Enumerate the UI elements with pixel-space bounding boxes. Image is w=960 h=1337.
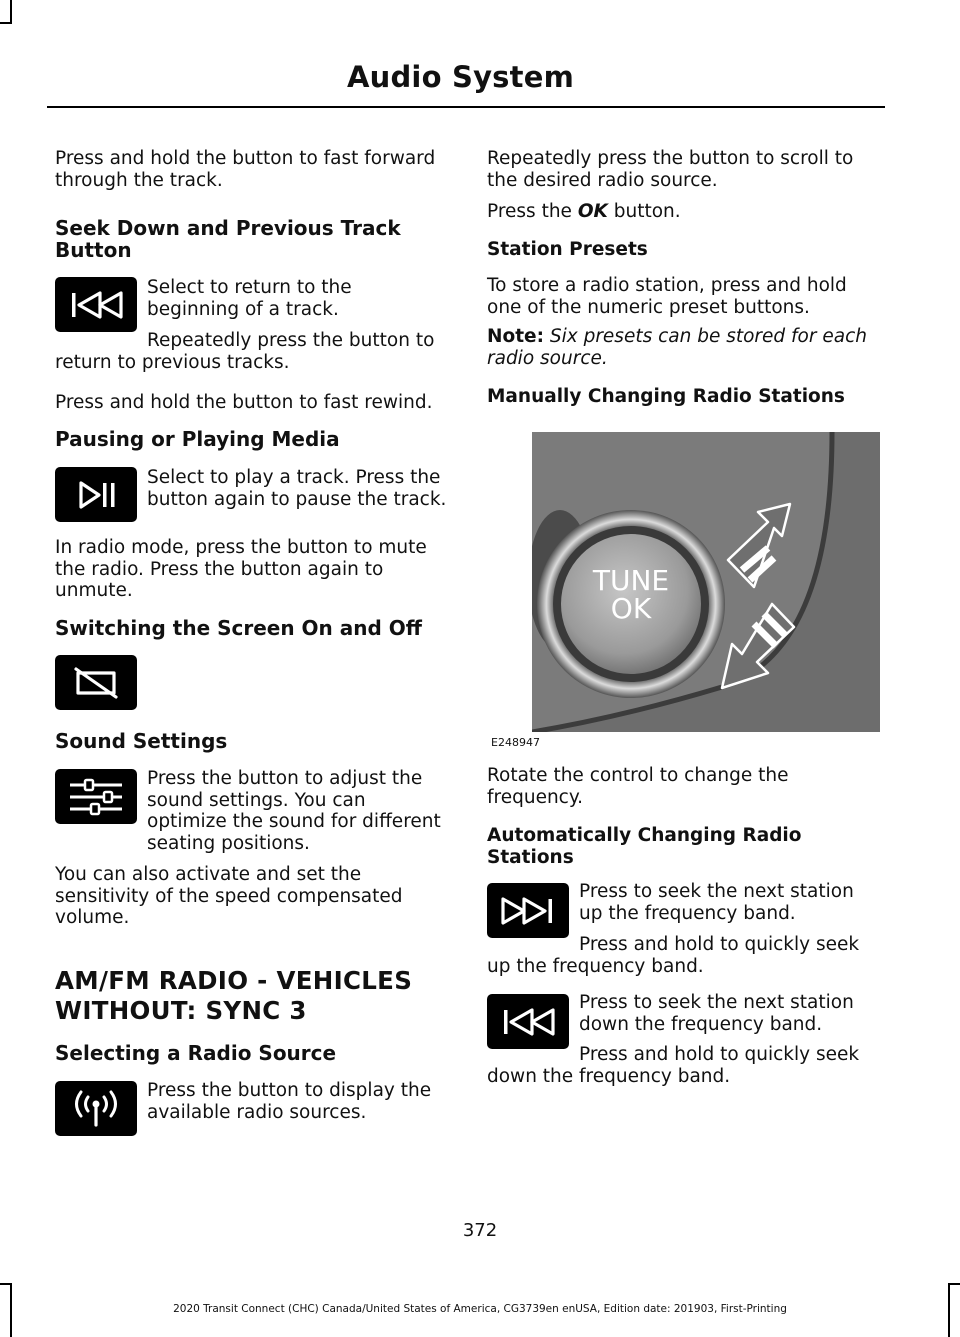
section-heading-line1: AM/FM RADIO - VEHICLES (55, 966, 413, 995)
paragraph: Press to seek the next station down the frequency band. (579, 992, 854, 1035)
paragraph: Rotate the control to change the frequency. (487, 765, 789, 808)
seek-next-icon (487, 883, 569, 938)
text: Press the (487, 201, 578, 222)
paragraph: Select to play a track. Press the button again to pause the track. (147, 467, 447, 510)
image-reference-label: E248947 (491, 736, 540, 749)
note-label: Note: (487, 326, 544, 347)
paragraph: To store a radio station, press and hold one of the numeric preset buttons. (487, 275, 847, 318)
paragraph: Press and hold the button to fast forward through the track. (55, 148, 436, 191)
page-number: 372 (462, 1220, 498, 1241)
heading-auto: Automatically Changing Radio Stations (487, 825, 802, 868)
paragraph: Repeatedly press the button to return to previous tracks. (55, 330, 435, 373)
paragraph: You can also activate and set the sensitivity of the speed compensated volume. (55, 864, 403, 928)
header-divider (47, 106, 885, 108)
paragraph-press-ok (487, 201, 879, 223)
heading-presets: Station Presets (487, 239, 648, 260)
crop-mark (948, 1283, 960, 1285)
radio-source-icon (55, 1081, 137, 1136)
paragraph: Press and hold the button to fast rewind. (55, 392, 433, 413)
section-heading-line2: WITHOUT: SYNC 3 (55, 996, 307, 1025)
paragraph: Press the button to display the available radio sources. (147, 1080, 432, 1123)
crop-mark (0, 22, 12, 24)
paragraph: Press and hold to quickly seek down the frequency band. (487, 1044, 860, 1087)
heading-pause-play: Pausing or Playing Media (55, 427, 340, 451)
heading-select-source: Selecting a Radio Source (55, 1041, 337, 1065)
note-text: Six presets can be stored for each radio source. (487, 326, 867, 369)
paragraph: Repeatedly press the button to scroll to the desired radio source. (487, 148, 854, 191)
knob-label-ok: OK (610, 592, 652, 625)
paragraph: Select to return to the beginning of a track. (147, 277, 352, 320)
page-title: Audio System (346, 60, 574, 94)
heading-screen: Switching the Screen On and Off (55, 616, 422, 640)
footer-edition: 2020 Transit Connect (CHC) Canada/United States of America, CG3739en enUSA, Edition date: 201903, First-Printing (173, 1303, 787, 1315)
crop-mark (10, 0, 12, 24)
heading-seek-down: Seek Down and Previous Track Button (55, 216, 401, 262)
crop-mark (0, 1283, 12, 1285)
heading-sound: Sound Settings (55, 729, 228, 753)
note (487, 326, 879, 369)
tune-knob-photo (532, 432, 880, 740)
play-pause-icon (55, 467, 137, 522)
ok-emphasis: OK (577, 201, 608, 222)
paragraph: Press the button to adjust the sound settings. You can optimize the sound for different seating positions. (147, 768, 441, 854)
paragraph: Press and hold to quickly seek up the frequency band. (487, 934, 860, 977)
seek-previous-icon (487, 994, 569, 1049)
screen-off-icon (55, 655, 137, 710)
knob-label-tune: TUNE (592, 564, 670, 597)
paragraph: In radio mode, press the button to mute the radio. Press the button again to unmute. (55, 537, 427, 601)
paragraph: Press to seek the next station up the frequency band. (579, 881, 854, 924)
text: button. (607, 201, 681, 222)
heading-manual: Manually Changing Radio Stations (487, 386, 845, 407)
seek-previous-icon (55, 277, 137, 332)
sound-settings-icon (55, 769, 137, 824)
